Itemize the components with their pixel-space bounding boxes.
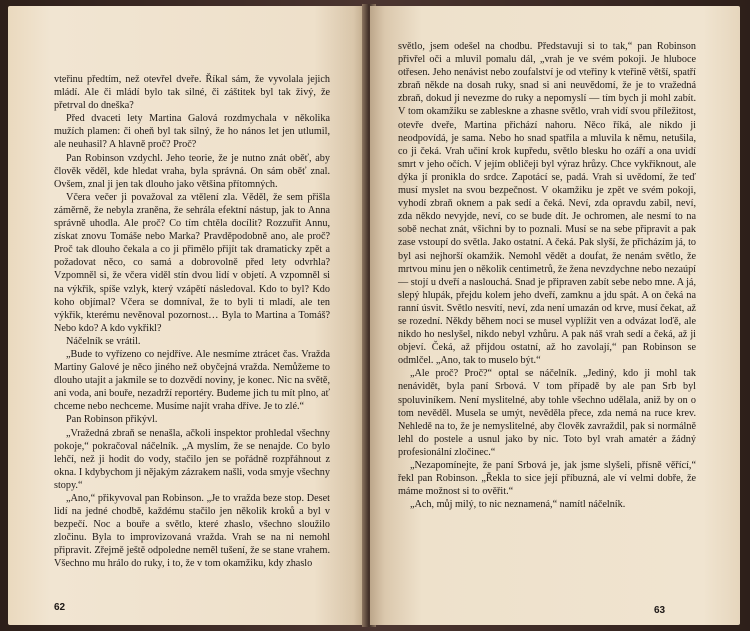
paragraph: „Ale proč? Proč?“ optal se náčelník. „Jediný, kdo ji mohl tak nenávidět, byla paní Srbová. V tom případě by ale pan Srb byl spoluviníkem. Není myslitelné, aby tohle všechno udělala, aniž by on o tom nevěděl. Musela se umýt, nevěděla přece, zda nemá na ruce krev. Nehledě na to, že je nemyslitelné, aby člověk zavraždil, pak si normálně lehl do postele a usnul jako by nic. Toto byl vrah amatér a žádný profesionální zločinec.“	[398, 368, 696, 458]
left-page-text	[54, 73, 330, 571]
paragraph: „Bude to vyřízeno co nejdříve. Ale nesmíme ztrácet čas. Vražda Martiny Galové je něco jiného než obyčejná vražda. Nemůžeme to dlouho utajit a jakmile se to dozvědí noviny, je konec. Nic na světě, ani voda, ani bouře, nezadrží reportéry. Budeme jich tu mít plno, ať chceme nebo nechceme. Musíme najít vraha dříve. Je to zlé.“	[54, 348, 330, 413]
paragraph: Náčelník se vrátil.	[66, 335, 141, 347]
paragraph: vteřinu předtím, než otevřel dveře. Říkal sám, že vyvolala jejich mládí. Ale či mládí bylo tak silné, či záštitek byl tak živý, že přetrval do dneška?	[54, 74, 330, 112]
paragraph: „Ano,“ přikyvoval pan Robinson. „Je to vražda beze stop. Deset lidí na jedné chodbě, každému stačilo jen několik kroků a byl v bezpečí. Noc a bouře a světlo, které zhaslo, všechno sloužilo zločinu. Byla to improvizovaná vražda. Vrah se na ni nemohl připravit. Zřejmě ještě odpoledne neměl tušení, že se stane vrahem. Všechno mu hrálo do ruky, i to, že v tom okamžiku, kdy zhaslo	[54, 493, 330, 570]
left-page	[8, 6, 368, 625]
paragraph: Před dvaceti lety Martina Galová rozdmychala v několika mužích plamen: či oheň byl tak silný, že ho nános let jen utlumil, ale neuhasil? A hlavně proč? Proč?	[54, 113, 330, 151]
paragraph: světlo, jsem odešel na chodbu. Představuji si to tak,“ pan Robinson přivřel oči a mluvil pomalu dál, „vrah je ve svém pokoji. Je hluboce otřesen. Jeho nenávist nebo zoufalství je od vteřiny k vteřině větší, spatří zbraň někde na dosah ruky, snad si ani neuvědomí, že je to vražedná zbraň, dokud ji nevezme do ruky a nepomyslí — tím bych ji mohl zabít. V tom okamžiku se zableskne a zhasne světlo, vrah vidí svou příležitost, otevře dveře, Martina přichází nahoru. Něco říká, ale nikdo ji neodpovídá, je sama. Nebo ho snad spatřila a mluvila k němu, netušila, co ji čeká. Vrah učiní krok kupředu, světlo blesku ho ozáří a ona uvidí smrt v jeho očích. V jejím obličeji byl výraz hrůzy. Chce vykřiknout, ale dýka jí pronikla do srdce. Zapotácí se, padá. Vrah si uvědomí, že teď musí myslet na svou bezpečnost. V okamžiku je zpět ve svém pokoji, vyhodí zbraň oknem a pak sedí a čeká. Neví, zda opravdu zabil, neví, zda někdo nevyjde, neví, co se bude dít. Je ochromen, ale nesmí to na sobě nechat znát, všichni by to poznali. Musí se na sebe připravit a pak zase vstoupí do světla. Jako ostatní. A čeká. Pak slyší, že přicházím já, to byl asi nejhorší okamžik. Nemohl vědět a doufat, že nenám světlo, že mrtvou minu jen o několik centimetrů, že žena nevzdychne nebo nezaúpí — stojí u dveří a naslouchá. Snad je připraven zabít sebe nebo mne. A já, slepý hlupák, přejdu kolem jeho dveří, zamknu a jdu spát. A on čeká na ranní úsvit. Světlo nesvítí, neví, zda není umazán od krve, musí čekat, až se rozední. Někdy během noci se musel vyplížit ven a odvázat loďě, ale nikdo ho neslyšel, nikdo nebyl vzhůru. A pak náš vrah sedí a čeká, až ji objeví. Čeká, až přijdou ostatní, až ho zavolají,“ pan Robinson se odmlčel. „Ano, tak to muselo být.“	[398, 41, 696, 367]
paragraph: „Nezapomínejte, že paní Srbová je, jak jsme slyšeli, přísně věřící,“ řekl pan Robinson. „Řekla to sice její příbuzná, ale ví velmi dobře, že máme možnost si to ověřit.“	[398, 460, 696, 498]
paragraph: Pan Robinson přikývl.	[66, 414, 158, 426]
paragraph: „Ach, můj milý, to nic neznamená,“ namítl náčelník.	[410, 499, 626, 511]
right-page	[370, 6, 740, 625]
page-number-right: 63	[654, 605, 666, 616]
page-number-left: 62	[54, 602, 66, 613]
paragraph: Pan Robinson vzdychl. Jeho teorie, že je nutno znát oběť, aby člověk věděl, kde hledat vraha, byla správná. On sám oběť znal. Ovšem, znal ji jen tak dlouho jako většina přítomných.	[54, 152, 330, 190]
right-page-text	[398, 40, 696, 511]
paragraph: Včera večer ji považoval za vtělení zla. Věděl, že sem přišla záměrně, že nebyla zraněna, že sehrála efektní nástup, jak to Anna správně uhodla. Ale proč? Co tím chtěla docílit? Rozzuřit Annu, získat znovu Tomáše nebo Marka? Pravděpodobně ano, ale proč? Proč tak dlouho čekala a co ji přimělo přijít tak dramaticky zpět a požadovat něco, co samá a dobrovolně před lety odvrhla? Vzpomněl si, že včera viděl stín dvou lidí v objetí. A vzpomněl si na výkřik, spíše vzlyk, který vzápětí následoval. Kdo to byl? Kdo koho objímal? Včera se domníval, že to byli ti mladí, ale ten výkřik, kterému nevěnoval pozornost… Byla to Martina a Tomáš? Nebo kdo? A kdo vykřikl?	[54, 191, 330, 334]
paragraph: „Vražedná zbraň se nenašla, ačkoli inspektor prohledal všechny pokoje,“ pokračoval náčelník. „A myslím, že se nenajde. Co bylo lehčí, než ji hodit do vody, stačilo jen se pořádně rozpřáhnout z okna. I kdybychom ji nějakým zázrakem našli, voda smyje všechny stopy.“	[54, 427, 330, 491]
